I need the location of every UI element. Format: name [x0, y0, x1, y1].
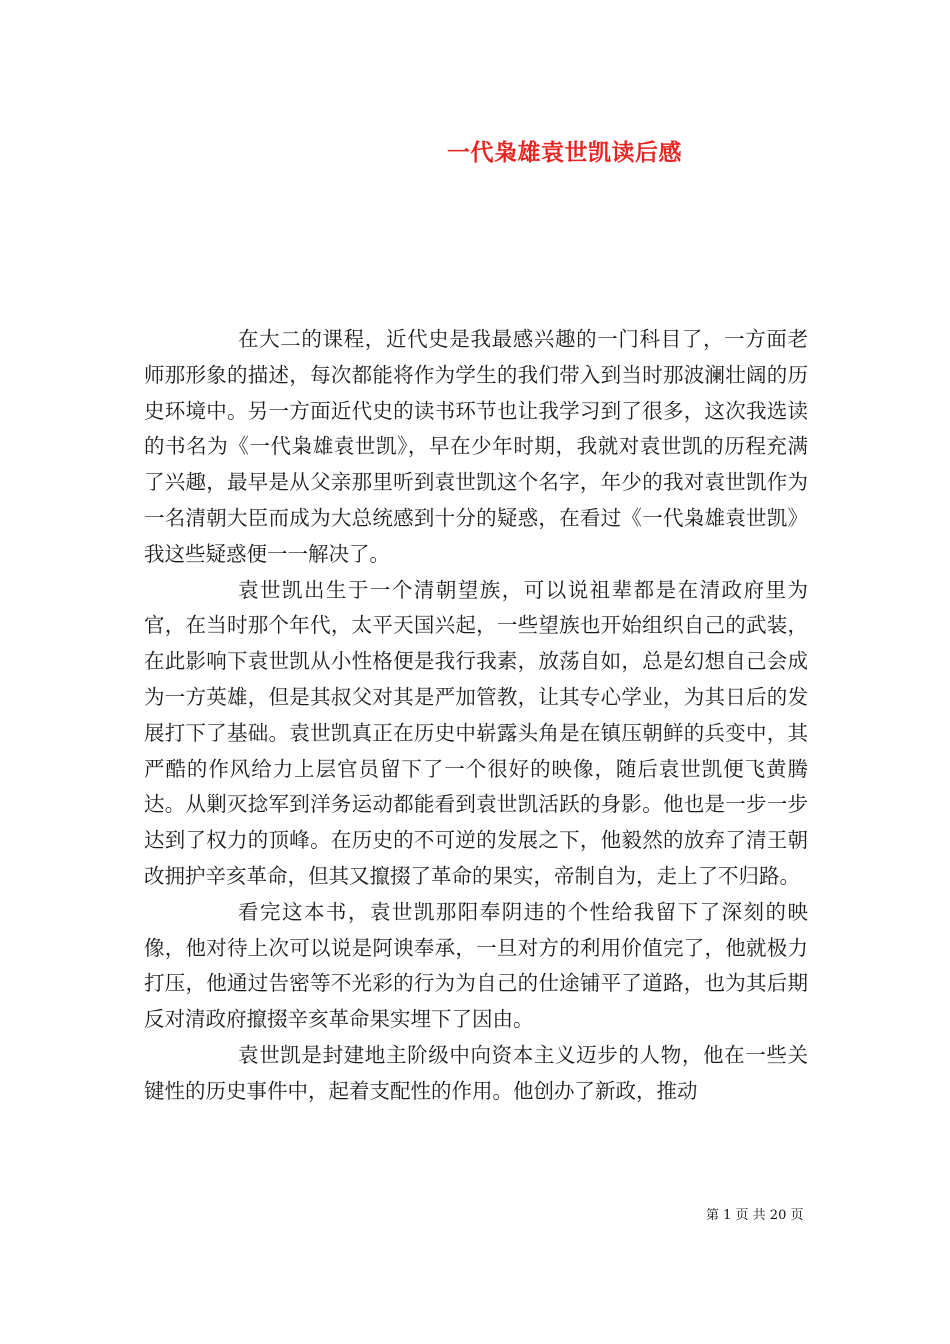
paragraph-1: 在大二的课程，近代史是我最感兴趣的一门科目了，一方面老师那形象的描述，每次都能将作为学生的我们带入到当时那波澜壮阔的历史环境中。另一方面近代史的读书环节也让我学习到了很多，这次我选读的书名为《一代枭雄袁世凯》，早在少年时期，我就对袁世凯的历程充满了兴趣，最早是从父亲那里听到袁世凯这个名字，年少的我对袁世凯作为一名清朝大臣而成为大总统感到十分的疑惑，在看过《一代枭雄袁世凯》我这些疑惑便一一解决了。 [144, 327, 808, 566]
paragraph-2: 袁世凯出生于一个清朝望族，可以说祖辈都是在清政府里为官，在当时那个年代，太平天国兴起，一些望族也开始组织自己的武装，在此影响下袁世凯从小性格便是我行我素，放荡自如，总是幻想自己会成为一方英雄，但是其叔父对其是严加管教，让其专心学业，为其日后的发展打下了基础。袁世凯真正在历史中崭露头角是在镇压朝鲜的兵变中，其严酷的作风给力上层官员留下了一个很好的映像，随后袁世凯便飞黄腾达。从剿灭捻军到洋务运动都能看到袁世凯活跃的身影。他也是一步一步达到了权力的顶峰。在历史的不可逆的发展之下，他毅然的放弃了清王朝改拥护辛亥革命，但其又攛掇了革命的果实，帝制自为，走上了不归路。 [144, 577, 808, 888]
paragraph-3: 看完这本书，袁世凯那阳奉阴违的个性给我留下了深刻的映像，他对待上次可以说是阿谀奉承，一旦对方的利用价值完了，他就极力打压，他通过告密等不光彩的行为为自己的仕途铺平了道路，也为其后期反对清政府攛掇辛亥革命果实埋下了因由。 [144, 899, 808, 1032]
document-body [144, 322, 808, 1110]
paragraph-4: 袁世凯是封建地主阶级中向资本主义迈步的人物，他在一些关键性的历史事件中，起着支配性的作用。他创办了新政，推动 [144, 1042, 808, 1103]
page-number-footer: 第 1 页 共 20 页 [706, 1208, 804, 1223]
document-title: 一代枭雄袁世凯读后感 [447, 139, 682, 166]
